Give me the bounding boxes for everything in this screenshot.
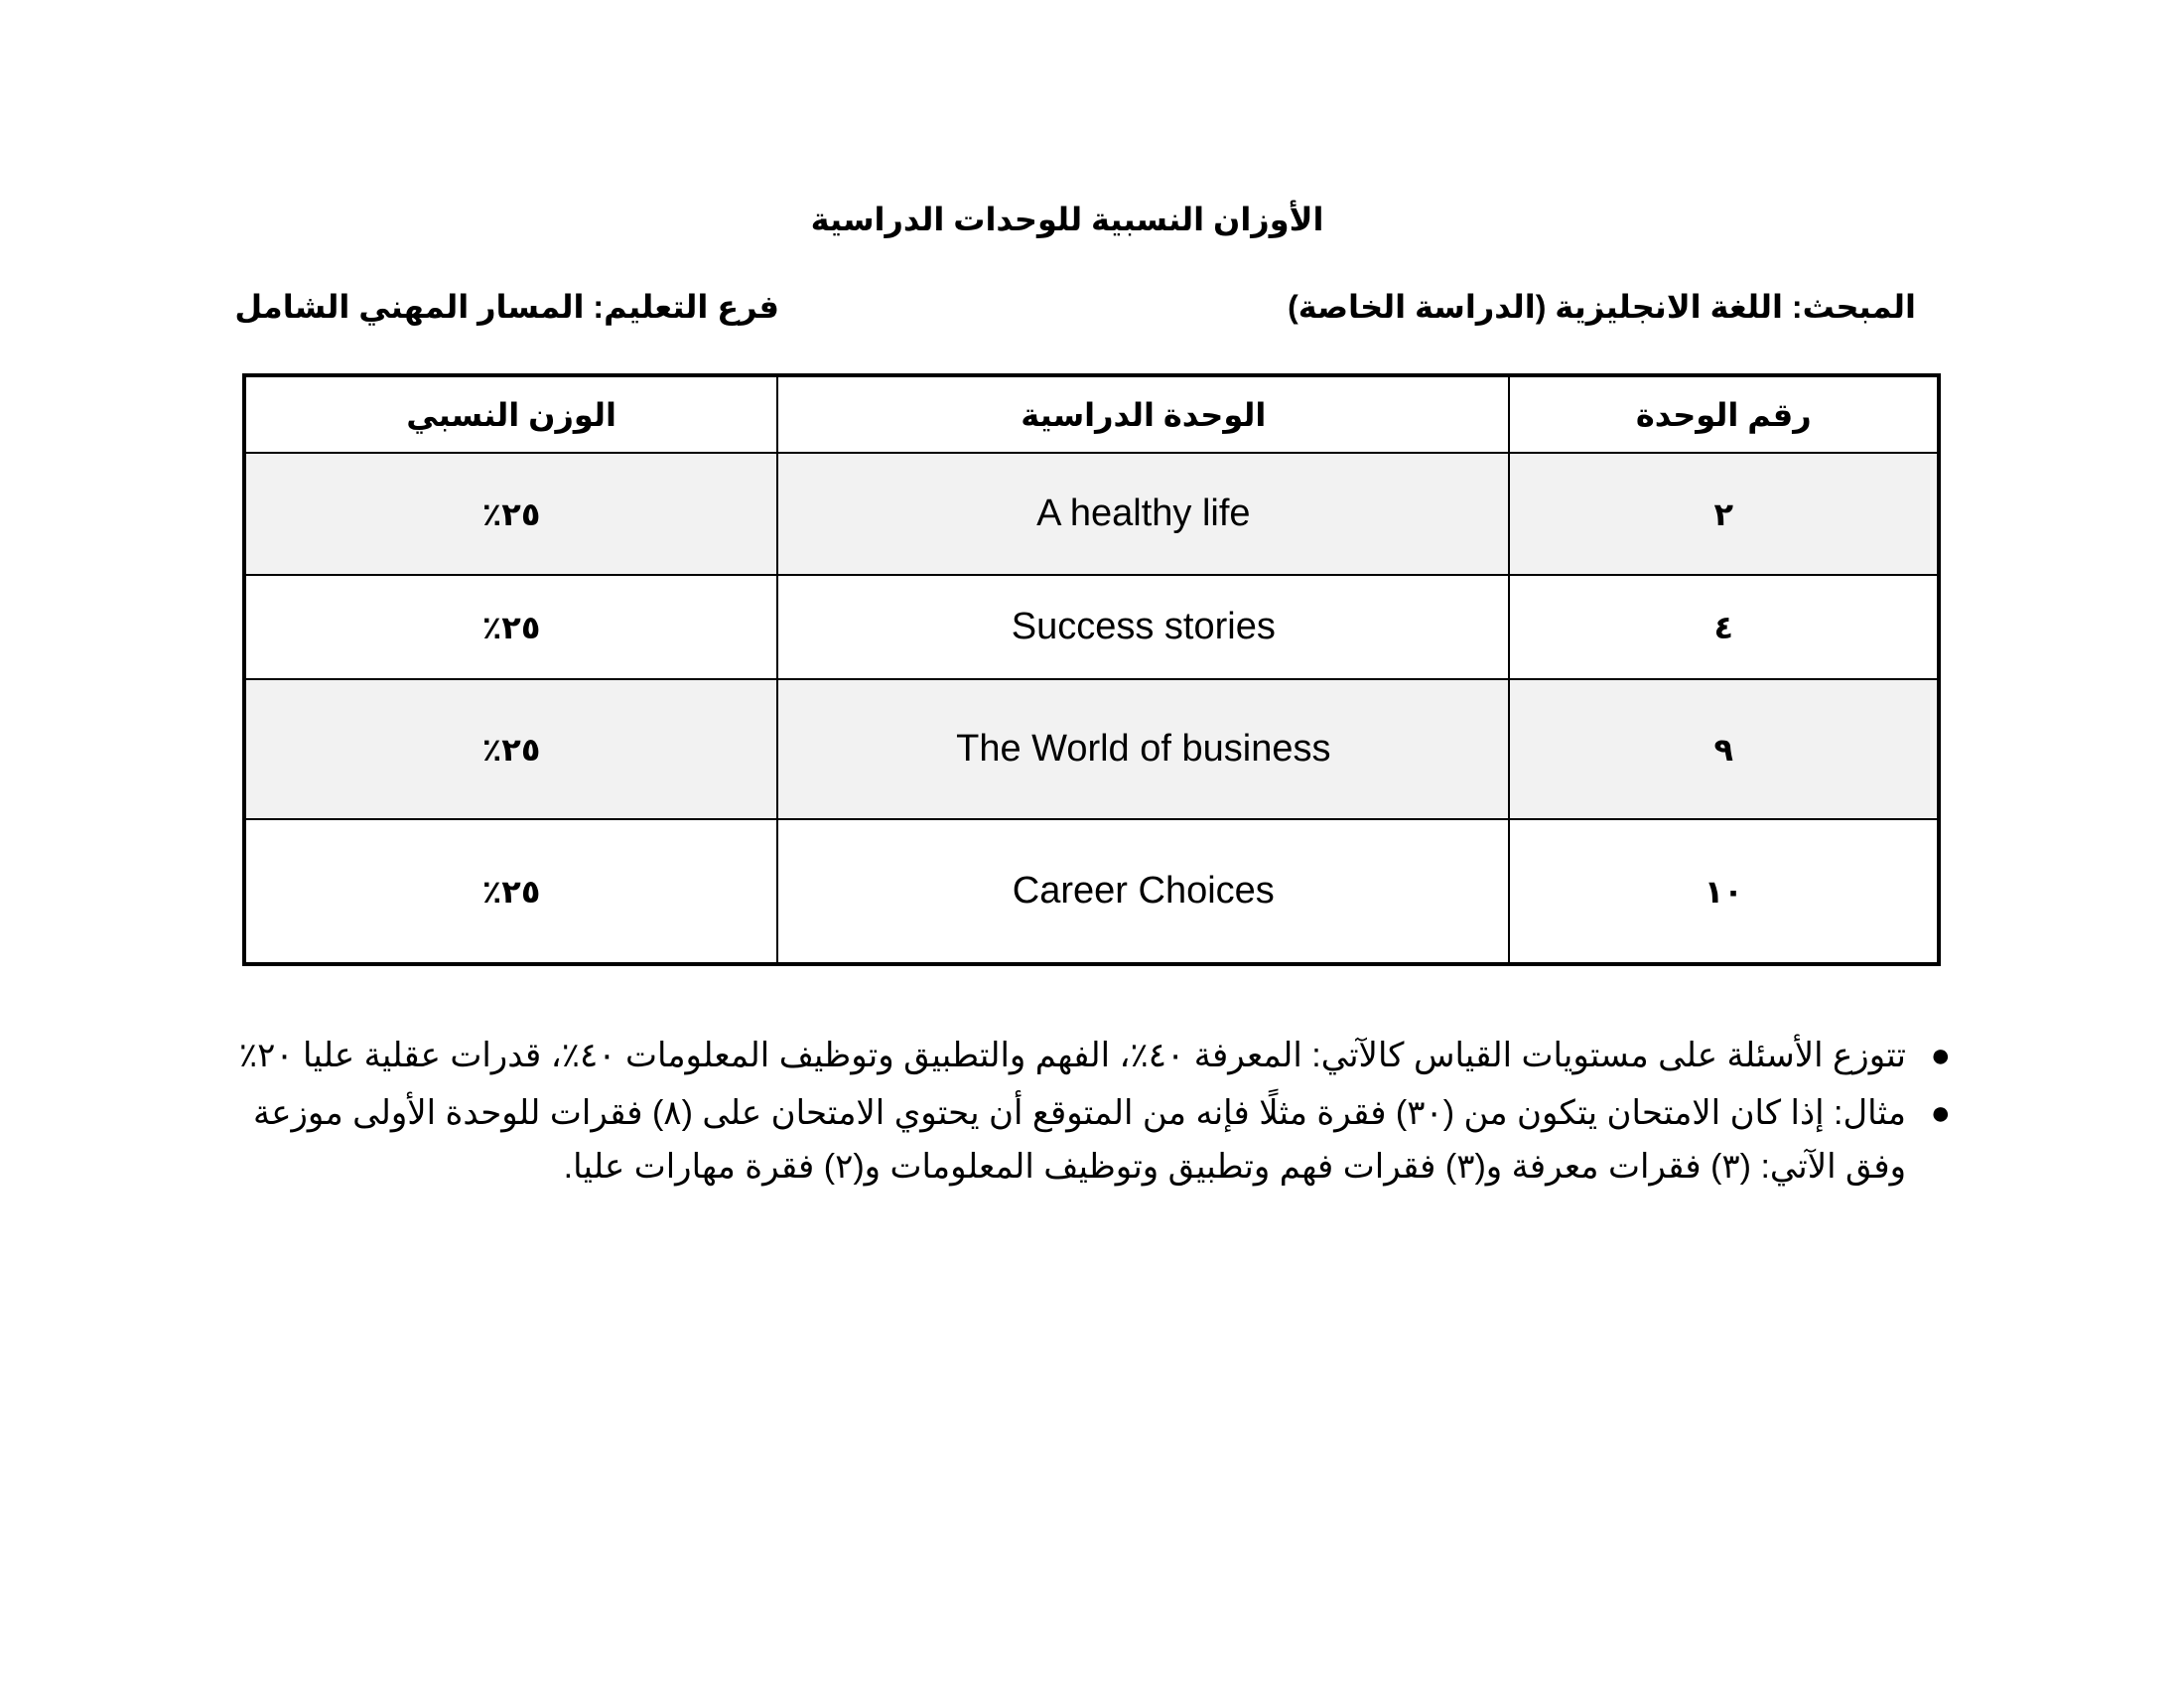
unit-weights-table bbox=[242, 373, 1941, 966]
bullet-icon: ● bbox=[1930, 1094, 1951, 1132]
note-text: مثال: إذا كان الامتحان يتكون من (٣٠) فقرة مثلًا فإنه من المتوقع أن يحتوي الامتحان على (٨) فقرات للوحدة الأولى موزعة وفق الآتي: (٣) فقرات معرفة و(٣) فقرات فهم وتطبيق وتوظيف المعلومات و(٢) فقرة مهارات عليا. bbox=[253, 1094, 1906, 1186]
subject-line: المبحث: اللغة الانجليزية (الدراسة الخاصة) bbox=[1288, 289, 1916, 325]
note-text: تتوزع الأسئلة على مستويات القياس كالآتي: المعرفة ٤٠٪، الفهم والتطبيق وتوظيف المعلومات ٤٠٪، قدرات عقلية عليا ٢٠٪ bbox=[238, 1037, 1906, 1074]
weight-cell: ٢٥٪ bbox=[244, 453, 777, 575]
table-row bbox=[244, 819, 1939, 964]
unit-name-cell: Success stories bbox=[777, 575, 1509, 679]
unit-number-cell: ٤ bbox=[1509, 575, 1939, 679]
notes-section bbox=[189, 1029, 1951, 1197]
header-unit-number: رقم الوحدة bbox=[1509, 375, 1939, 453]
unit-number-cell: ٢ bbox=[1509, 453, 1939, 575]
bullet-icon: ● bbox=[1930, 1037, 1951, 1074]
header-unit-name: الوحدة الدراسية bbox=[777, 375, 1509, 453]
unit-name-cell: The World of business bbox=[777, 679, 1509, 819]
page-title: الأوزان النسبية للوحدات الدراسية bbox=[810, 202, 1324, 237]
note-item bbox=[189, 1029, 1951, 1082]
note-item bbox=[189, 1086, 1951, 1194]
unit-name-cell: A healthy life bbox=[777, 453, 1509, 575]
weight-cell: ٢٥٪ bbox=[244, 575, 777, 679]
branch-line: فرع التعليم: المسار المهني الشامل bbox=[234, 289, 779, 325]
weight-cell: ٢٥٪ bbox=[244, 819, 777, 964]
unit-name-cell: Career Choices bbox=[777, 819, 1509, 964]
table-row bbox=[244, 453, 1939, 575]
unit-number-cell: ١٠ bbox=[1509, 819, 1939, 964]
table-row bbox=[244, 679, 1939, 819]
weight-cell: ٢٥٪ bbox=[244, 679, 777, 819]
table-header-row bbox=[244, 375, 1939, 453]
header-weight: الوزن النسبي bbox=[244, 375, 777, 453]
table-row bbox=[244, 575, 1939, 679]
unit-number-cell: ٩ bbox=[1509, 679, 1939, 819]
notes-list bbox=[189, 1029, 1951, 1194]
